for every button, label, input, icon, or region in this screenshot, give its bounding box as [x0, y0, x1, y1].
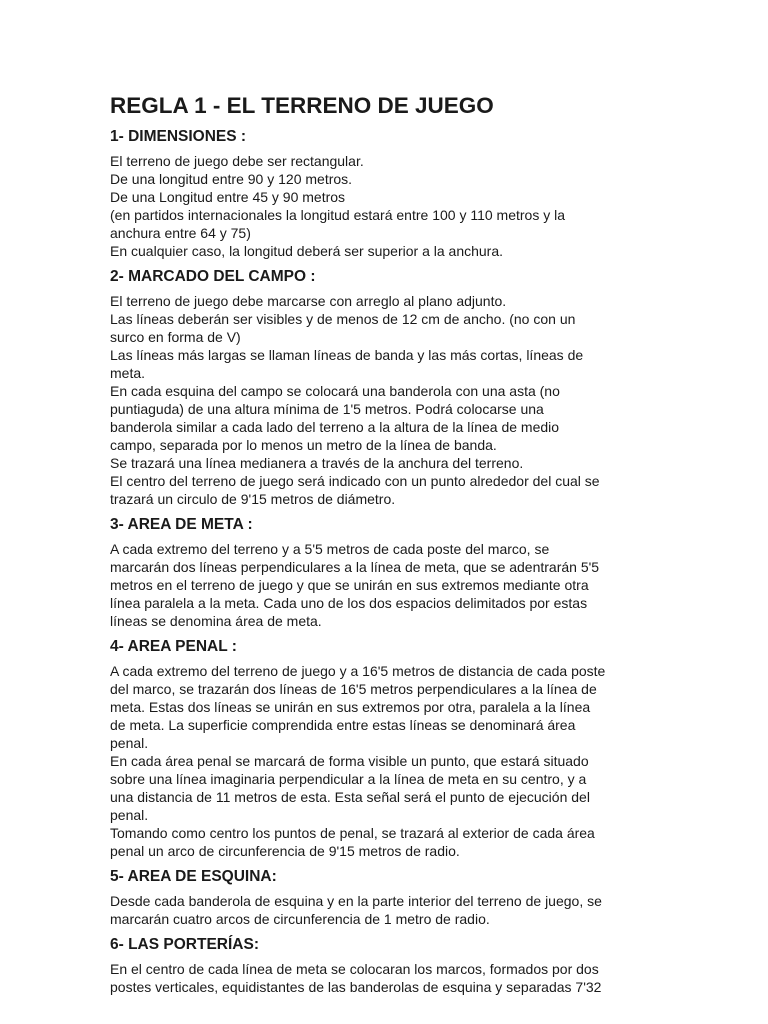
- text-line: penal.: [110, 735, 149, 751]
- section-paragraph: [110, 292, 658, 508]
- text-line: meta. Estas dos líneas se unirán en sus extremos por otra, paralela a la línea: [110, 699, 591, 715]
- text-line: En el centro de cada línea de meta se colocaran los marcos, formados por dos: [110, 961, 599, 977]
- text-line: de meta. La superficie comprendida entre estas líneas se denominará área: [110, 717, 576, 733]
- text-line: De una Longitud entre 45 y 90 metros: [110, 189, 346, 205]
- section-heading: 2- MARCADO DEL CAMPO :: [110, 268, 316, 285]
- document-title: REGLA 1 - EL TERRENO DE JUEGO: [110, 93, 494, 118]
- text-line: penal.: [110, 807, 149, 823]
- text-line: Tomando como centro los puntos de penal, se trazará al exterior de cada área: [110, 825, 595, 841]
- text-line: (en partidos internacionales la longitud estará entre 100 y 110 metros y la: [110, 207, 566, 223]
- text-line: En cualquier caso, la longitud deberá ser superior a la anchura.: [110, 243, 504, 259]
- text-line: En cada área penal se marcará de forma visible un punto, que estará situado: [110, 753, 589, 769]
- text-line: anchura entre 64 y 75): [110, 225, 251, 241]
- section-heading: 5- AREA DE ESQUINA:: [110, 868, 277, 885]
- section-heading: 1- DIMENSIONES :: [110, 128, 247, 145]
- text-line: metros en el terreno de juego y que se unirán en sus extremos mediante otra: [110, 577, 589, 593]
- text-line: banderola similar a cada lado del terreno a la altura de la línea de medio: [110, 419, 560, 435]
- text-line: línea paralela a la meta. Cada uno de los dos espacios delimitados por estas: [110, 595, 588, 611]
- text-line: líneas se denomina área de meta.: [110, 613, 322, 629]
- section-area-de-meta: [110, 515, 658, 630]
- section-las-porterias: [110, 935, 658, 996]
- text-line: marcarán dos líneas perpendiculares a la línea de meta, que se adentrarán 5'5: [110, 559, 600, 575]
- text-line: De una longitud entre 90 y 120 metros.: [110, 171, 353, 187]
- text-line: meta.: [110, 365, 146, 381]
- text-line: marcarán cuatro arcos de circunferencia de 1 metro de radio.: [110, 911, 490, 927]
- text-line: trazará un circulo de 9'15 metros de diámetro.: [110, 491, 396, 507]
- text-line: postes verticales, equidistantes de las banderolas de esquina y separadas 7'32: [110, 979, 602, 995]
- text-line: Las líneas más largas se llaman líneas de banda y las más cortas, líneas de: [110, 347, 584, 363]
- section-paragraph: [110, 960, 658, 996]
- document-page: [110, 92, 658, 996]
- text-line: puntiaguda) de una altura mínima de 1'5 metros. Podrá colocarse una: [110, 401, 544, 417]
- text-line: Desde cada banderola de esquina y en la parte interior del terreno de juego, se: [110, 893, 602, 909]
- text-line: sobre una línea imaginaria perpendicular a la línea de meta en su centro, y a: [110, 771, 587, 787]
- text-line: Se trazará una línea medianera a través de la anchura del terreno.: [110, 455, 524, 471]
- text-line: El terreno de juego debe ser rectangular.: [110, 153, 364, 169]
- section-heading: 3- AREA DE META :: [110, 516, 253, 533]
- text-line: una distancia de 11 metros de esta. Esta señal será el punto de ejecución del: [110, 789, 590, 805]
- section-area-de-esquina: [110, 867, 658, 928]
- section-paragraph: [110, 540, 658, 630]
- text-line: El centro del terreno de juego será indicado con un punto alrededor del cual se: [110, 473, 600, 489]
- section-heading: 6- LAS PORTERÍAS:: [110, 936, 259, 953]
- text-line: surco en forma de V): [110, 329, 241, 345]
- text-line: A cada extremo del terreno de juego y a 16'5 metros de distancia de cada poste: [110, 663, 606, 679]
- text-line: del marco, se trazarán dos líneas de 16'5 metros perpendiculares a la línea de: [110, 681, 597, 697]
- section-area-penal: [110, 637, 658, 860]
- text-line: El terreno de juego debe marcarse con arreglo al plano adjunto.: [110, 293, 507, 309]
- section-marcado-del-campo: [110, 267, 658, 508]
- section-paragraph: [110, 662, 658, 860]
- section-paragraph: [110, 892, 658, 928]
- section-paragraph: [110, 152, 658, 260]
- text-line: Las líneas deberán ser visibles y de menos de 12 cm de ancho. (no con un: [110, 311, 576, 327]
- text-line: penal un arco de circunferencia de 9'15 metros de radio.: [110, 843, 460, 859]
- section-dimensiones: [110, 127, 658, 260]
- section-heading: 4- AREA PENAL :: [110, 638, 237, 655]
- text-line: A cada extremo del terreno y a 5'5 metros de cada poste del marco, se: [110, 541, 550, 557]
- text-line: En cada esquina del campo se colocará una banderola con una asta (no: [110, 383, 560, 399]
- text-line: campo, separada por lo menos un metro de la línea de banda.: [110, 437, 497, 453]
